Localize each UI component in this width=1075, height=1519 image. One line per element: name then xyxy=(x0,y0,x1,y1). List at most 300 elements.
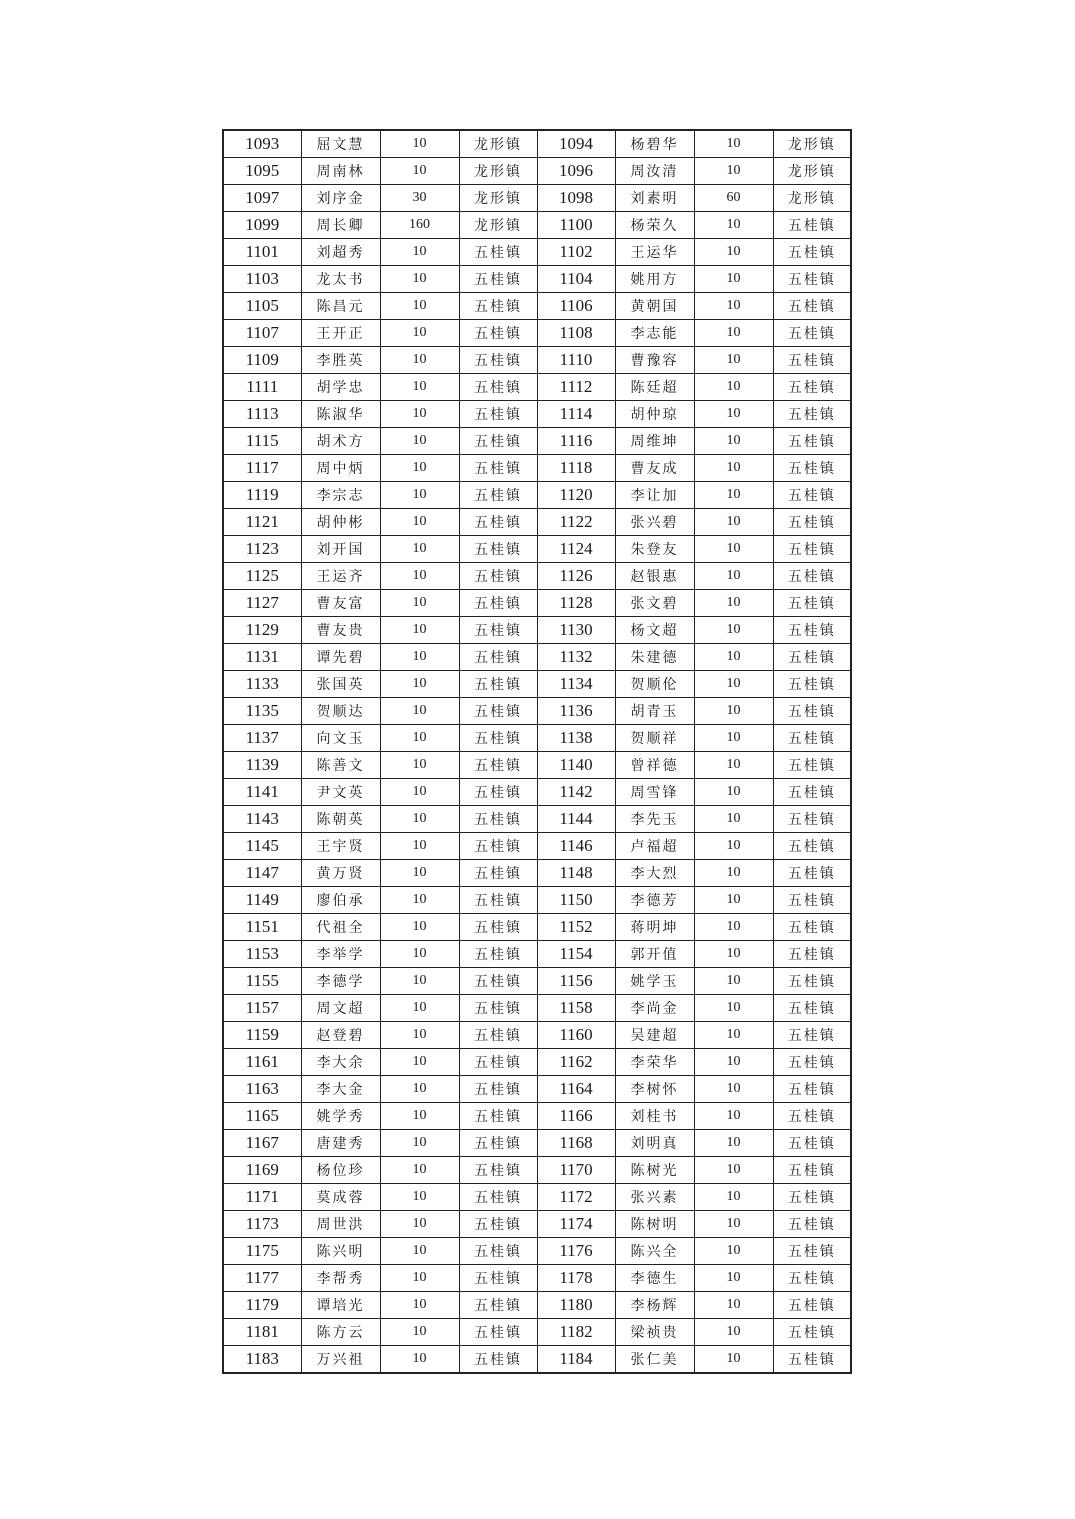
amount-cell: 10 xyxy=(380,1022,459,1049)
person-name-cell: 杨文超 xyxy=(615,617,694,644)
person-name-cell: 胡仲琼 xyxy=(615,401,694,428)
record-id-cell: 1105 xyxy=(223,293,301,320)
record-id-cell: 1140 xyxy=(537,752,615,779)
town-cell: 五桂镇 xyxy=(459,1265,537,1292)
amount-cell: 10 xyxy=(380,428,459,455)
person-name-cell: 张国英 xyxy=(301,671,380,698)
person-name-cell: 向文玉 xyxy=(301,725,380,752)
amount-cell: 10 xyxy=(380,374,459,401)
amount-cell: 10 xyxy=(694,671,773,698)
person-name-cell: 代祖全 xyxy=(301,914,380,941)
table-row xyxy=(223,1049,851,1076)
town-cell: 五桂镇 xyxy=(459,563,537,590)
amount-cell: 10 xyxy=(380,806,459,833)
record-id-cell: 1130 xyxy=(537,617,615,644)
table-row xyxy=(223,1265,851,1292)
town-cell: 五桂镇 xyxy=(773,806,851,833)
town-cell: 五桂镇 xyxy=(773,1211,851,1238)
amount-cell: 10 xyxy=(694,1130,773,1157)
record-id-cell: 1118 xyxy=(537,455,615,482)
person-name-cell: 周文超 xyxy=(301,995,380,1022)
amount-cell: 10 xyxy=(380,130,459,158)
person-name-cell: 唐建秀 xyxy=(301,1130,380,1157)
person-name-cell: 曹豫容 xyxy=(615,347,694,374)
person-name-cell: 胡术方 xyxy=(301,428,380,455)
table-row xyxy=(223,644,851,671)
person-name-cell: 陈方云 xyxy=(301,1319,380,1346)
town-cell: 龙形镇 xyxy=(459,185,537,212)
town-cell: 五桂镇 xyxy=(459,968,537,995)
record-id-cell: 1099 xyxy=(223,212,301,239)
amount-cell: 10 xyxy=(380,509,459,536)
town-cell: 龙形镇 xyxy=(773,185,851,212)
person-name-cell: 胡仲彬 xyxy=(301,509,380,536)
table-row xyxy=(223,320,851,347)
table-row xyxy=(223,698,851,725)
record-id-cell: 1148 xyxy=(537,860,615,887)
record-id-cell: 1098 xyxy=(537,185,615,212)
record-id-cell: 1124 xyxy=(537,536,615,563)
record-id-cell: 1164 xyxy=(537,1076,615,1103)
table-row xyxy=(223,482,851,509)
table-row xyxy=(223,1346,851,1374)
record-id-cell: 1129 xyxy=(223,617,301,644)
record-id-cell: 1127 xyxy=(223,590,301,617)
town-cell: 五桂镇 xyxy=(459,455,537,482)
table-row xyxy=(223,130,851,158)
record-id-cell: 1117 xyxy=(223,455,301,482)
record-id-cell: 1176 xyxy=(537,1238,615,1265)
table-body xyxy=(223,130,851,1373)
table-row xyxy=(223,1076,851,1103)
person-name-cell: 李树怀 xyxy=(615,1076,694,1103)
person-name-cell: 吴建超 xyxy=(615,1022,694,1049)
amount-cell: 10 xyxy=(694,1184,773,1211)
town-cell: 五桂镇 xyxy=(459,320,537,347)
amount-cell: 10 xyxy=(694,563,773,590)
amount-cell: 10 xyxy=(380,1049,459,1076)
person-name-cell: 李举学 xyxy=(301,941,380,968)
person-name-cell: 李先玉 xyxy=(615,806,694,833)
person-name-cell: 周南林 xyxy=(301,158,380,185)
amount-cell: 10 xyxy=(694,1157,773,1184)
table-row xyxy=(223,536,851,563)
table-row xyxy=(223,374,851,401)
table-row xyxy=(223,1238,851,1265)
town-cell: 五桂镇 xyxy=(459,1346,537,1374)
town-cell: 五桂镇 xyxy=(459,833,537,860)
town-cell: 五桂镇 xyxy=(459,887,537,914)
town-cell: 五桂镇 xyxy=(459,995,537,1022)
record-id-cell: 1169 xyxy=(223,1157,301,1184)
town-cell: 五桂镇 xyxy=(459,617,537,644)
amount-cell: 10 xyxy=(380,833,459,860)
table-row xyxy=(223,158,851,185)
record-id-cell: 1153 xyxy=(223,941,301,968)
record-id-cell: 1131 xyxy=(223,644,301,671)
town-cell: 五桂镇 xyxy=(773,1022,851,1049)
person-name-cell: 李德学 xyxy=(301,968,380,995)
person-name-cell: 李帮秀 xyxy=(301,1265,380,1292)
amount-cell: 10 xyxy=(380,1292,459,1319)
amount-cell: 10 xyxy=(380,725,459,752)
amount-cell: 10 xyxy=(380,1346,459,1374)
amount-cell: 10 xyxy=(694,914,773,941)
amount-cell: 10 xyxy=(694,590,773,617)
town-cell: 五桂镇 xyxy=(773,1130,851,1157)
amount-cell: 10 xyxy=(694,833,773,860)
person-name-cell: 姚学玉 xyxy=(615,968,694,995)
town-cell: 五桂镇 xyxy=(459,644,537,671)
amount-cell: 10 xyxy=(694,320,773,347)
record-id-cell: 1120 xyxy=(537,482,615,509)
table-row xyxy=(223,725,851,752)
table-row xyxy=(223,563,851,590)
town-cell: 五桂镇 xyxy=(459,1022,537,1049)
record-id-cell: 1181 xyxy=(223,1319,301,1346)
record-id-cell: 1157 xyxy=(223,995,301,1022)
person-name-cell: 李大金 xyxy=(301,1076,380,1103)
town-cell: 五桂镇 xyxy=(773,401,851,428)
town-cell: 五桂镇 xyxy=(773,833,851,860)
person-name-cell: 刘桂书 xyxy=(615,1103,694,1130)
amount-cell: 10 xyxy=(694,1022,773,1049)
person-name-cell: 杨荣久 xyxy=(615,212,694,239)
amount-cell: 10 xyxy=(694,995,773,1022)
record-id-cell: 1111 xyxy=(223,374,301,401)
amount-cell: 10 xyxy=(380,887,459,914)
town-cell: 五桂镇 xyxy=(773,941,851,968)
town-cell: 五桂镇 xyxy=(459,509,537,536)
person-name-cell: 曹友贵 xyxy=(301,617,380,644)
town-cell: 五桂镇 xyxy=(459,860,537,887)
table-row xyxy=(223,806,851,833)
town-cell: 五桂镇 xyxy=(459,779,537,806)
record-id-cell: 1112 xyxy=(537,374,615,401)
record-id-cell: 1125 xyxy=(223,563,301,590)
amount-cell: 10 xyxy=(694,644,773,671)
record-id-cell: 1154 xyxy=(537,941,615,968)
person-name-cell: 李胜英 xyxy=(301,347,380,374)
record-id-cell: 1171 xyxy=(223,1184,301,1211)
amount-cell: 10 xyxy=(694,806,773,833)
person-name-cell: 廖伯承 xyxy=(301,887,380,914)
record-id-cell: 1115 xyxy=(223,428,301,455)
amount-cell: 10 xyxy=(380,536,459,563)
record-id-cell: 1146 xyxy=(537,833,615,860)
record-id-cell: 1103 xyxy=(223,266,301,293)
record-id-cell: 1184 xyxy=(537,1346,615,1374)
person-name-cell: 刘明真 xyxy=(615,1130,694,1157)
record-id-cell: 1177 xyxy=(223,1265,301,1292)
record-id-cell: 1145 xyxy=(223,833,301,860)
person-name-cell: 李德生 xyxy=(615,1265,694,1292)
town-cell: 龙形镇 xyxy=(773,158,851,185)
amount-cell: 10 xyxy=(380,1076,459,1103)
record-id-cell: 1168 xyxy=(537,1130,615,1157)
amount-cell: 10 xyxy=(694,968,773,995)
table-row xyxy=(223,887,851,914)
record-id-cell: 1116 xyxy=(537,428,615,455)
amount-cell: 10 xyxy=(380,698,459,725)
person-name-cell: 黄朝国 xyxy=(615,293,694,320)
record-id-cell: 1100 xyxy=(537,212,615,239)
town-cell: 五桂镇 xyxy=(773,1292,851,1319)
amount-cell: 10 xyxy=(694,212,773,239)
person-name-cell: 李荣华 xyxy=(615,1049,694,1076)
amount-cell: 10 xyxy=(694,1346,773,1374)
record-id-cell: 1179 xyxy=(223,1292,301,1319)
record-id-cell: 1161 xyxy=(223,1049,301,1076)
record-id-cell: 1156 xyxy=(537,968,615,995)
town-cell: 龙形镇 xyxy=(459,130,537,158)
record-id-cell: 1141 xyxy=(223,779,301,806)
record-id-cell: 1104 xyxy=(537,266,615,293)
town-cell: 五桂镇 xyxy=(459,1211,537,1238)
table-row xyxy=(223,455,851,482)
town-cell: 五桂镇 xyxy=(459,1319,537,1346)
amount-cell: 10 xyxy=(380,1238,459,1265)
record-id-cell: 1183 xyxy=(223,1346,301,1374)
record-id-cell: 1147 xyxy=(223,860,301,887)
record-id-cell: 1167 xyxy=(223,1130,301,1157)
amount-cell: 10 xyxy=(380,860,459,887)
amount-cell: 10 xyxy=(694,617,773,644)
person-name-cell: 胡学忠 xyxy=(301,374,380,401)
amount-cell: 10 xyxy=(380,779,459,806)
record-id-cell: 1173 xyxy=(223,1211,301,1238)
town-cell: 五桂镇 xyxy=(459,266,537,293)
amount-cell: 10 xyxy=(380,941,459,968)
amount-cell: 60 xyxy=(694,185,773,212)
person-name-cell: 李杨辉 xyxy=(615,1292,694,1319)
town-cell: 五桂镇 xyxy=(773,509,851,536)
record-id-cell: 1151 xyxy=(223,914,301,941)
amount-cell: 10 xyxy=(380,1103,459,1130)
record-id-cell: 1174 xyxy=(537,1211,615,1238)
person-name-cell: 张文碧 xyxy=(615,590,694,617)
amount-cell: 10 xyxy=(694,698,773,725)
amount-cell: 10 xyxy=(380,1130,459,1157)
town-cell: 五桂镇 xyxy=(459,374,537,401)
amount-cell: 10 xyxy=(380,455,459,482)
person-name-cell: 陈淑华 xyxy=(301,401,380,428)
town-cell: 五桂镇 xyxy=(773,374,851,401)
person-name-cell: 周中炳 xyxy=(301,455,380,482)
person-name-cell: 张仁美 xyxy=(615,1346,694,1374)
table-row xyxy=(223,860,851,887)
record-id-cell: 1119 xyxy=(223,482,301,509)
record-id-cell: 1122 xyxy=(537,509,615,536)
town-cell: 五桂镇 xyxy=(459,401,537,428)
person-name-cell: 曾祥德 xyxy=(615,752,694,779)
amount-cell: 10 xyxy=(694,374,773,401)
person-name-cell: 陈树明 xyxy=(615,1211,694,1238)
amount-cell: 10 xyxy=(694,455,773,482)
record-id-cell: 1180 xyxy=(537,1292,615,1319)
amount-cell: 10 xyxy=(380,914,459,941)
town-cell: 五桂镇 xyxy=(773,1076,851,1103)
town-cell: 五桂镇 xyxy=(459,1076,537,1103)
person-name-cell: 赵登碧 xyxy=(301,1022,380,1049)
person-name-cell: 曹友成 xyxy=(615,455,694,482)
town-cell: 五桂镇 xyxy=(459,293,537,320)
amount-cell: 10 xyxy=(694,1076,773,1103)
amount-cell: 10 xyxy=(694,887,773,914)
table-row xyxy=(223,1211,851,1238)
table-row xyxy=(223,671,851,698)
town-cell: 五桂镇 xyxy=(773,347,851,374)
record-id-cell: 1175 xyxy=(223,1238,301,1265)
person-name-cell: 莫成蓉 xyxy=(301,1184,380,1211)
amount-cell: 10 xyxy=(694,1049,773,1076)
person-name-cell: 胡青玉 xyxy=(615,698,694,725)
table-row xyxy=(223,914,851,941)
table-row xyxy=(223,293,851,320)
amount-cell: 10 xyxy=(694,1265,773,1292)
amount-cell: 10 xyxy=(380,293,459,320)
person-name-cell: 周长卿 xyxy=(301,212,380,239)
person-name-cell: 陈廷超 xyxy=(615,374,694,401)
amount-cell: 10 xyxy=(380,671,459,698)
amount-cell: 10 xyxy=(380,239,459,266)
town-cell: 五桂镇 xyxy=(773,698,851,725)
person-name-cell: 王运齐 xyxy=(301,563,380,590)
record-id-cell: 1165 xyxy=(223,1103,301,1130)
person-name-cell: 杨位珍 xyxy=(301,1157,380,1184)
person-name-cell: 刘超秀 xyxy=(301,239,380,266)
table-row xyxy=(223,347,851,374)
town-cell: 五桂镇 xyxy=(459,1157,537,1184)
person-name-cell: 李德芳 xyxy=(615,887,694,914)
amount-cell: 10 xyxy=(694,347,773,374)
amount-cell: 10 xyxy=(694,779,773,806)
town-cell: 五桂镇 xyxy=(773,671,851,698)
town-cell: 五桂镇 xyxy=(459,482,537,509)
record-id-cell: 1121 xyxy=(223,509,301,536)
town-cell: 龙形镇 xyxy=(459,158,537,185)
record-id-cell: 1150 xyxy=(537,887,615,914)
town-cell: 五桂镇 xyxy=(773,482,851,509)
person-name-cell: 周世洪 xyxy=(301,1211,380,1238)
person-name-cell: 郭开值 xyxy=(615,941,694,968)
table-row xyxy=(223,266,851,293)
person-name-cell: 赵银惠 xyxy=(615,563,694,590)
table-row xyxy=(223,509,851,536)
person-name-cell: 王宇贤 xyxy=(301,833,380,860)
amount-cell: 10 xyxy=(694,1211,773,1238)
town-cell: 五桂镇 xyxy=(459,536,537,563)
town-cell: 五桂镇 xyxy=(773,1238,851,1265)
amount-cell: 10 xyxy=(694,293,773,320)
amount-cell: 10 xyxy=(380,644,459,671)
town-cell: 五桂镇 xyxy=(773,644,851,671)
person-name-cell: 周汝清 xyxy=(615,158,694,185)
town-cell: 五桂镇 xyxy=(459,671,537,698)
record-id-cell: 1139 xyxy=(223,752,301,779)
town-cell: 五桂镇 xyxy=(459,590,537,617)
amount-cell: 10 xyxy=(694,1103,773,1130)
record-id-cell: 1155 xyxy=(223,968,301,995)
person-name-cell: 李让加 xyxy=(615,482,694,509)
table-row xyxy=(223,968,851,995)
person-name-cell: 朱建德 xyxy=(615,644,694,671)
record-id-cell: 1158 xyxy=(537,995,615,1022)
town-cell: 五桂镇 xyxy=(773,779,851,806)
table-row xyxy=(223,941,851,968)
town-cell: 五桂镇 xyxy=(773,725,851,752)
person-name-cell: 屈文慧 xyxy=(301,130,380,158)
person-name-cell: 张兴素 xyxy=(615,1184,694,1211)
amount-cell: 10 xyxy=(380,1265,459,1292)
town-cell: 五桂镇 xyxy=(459,239,537,266)
record-id-cell: 1134 xyxy=(537,671,615,698)
record-id-cell: 1094 xyxy=(537,130,615,158)
record-id-cell: 1106 xyxy=(537,293,615,320)
amount-cell: 10 xyxy=(380,1319,459,1346)
town-cell: 五桂镇 xyxy=(773,428,851,455)
amount-cell: 10 xyxy=(694,158,773,185)
town-cell: 五桂镇 xyxy=(459,1103,537,1130)
town-cell: 五桂镇 xyxy=(773,590,851,617)
table-row xyxy=(223,401,851,428)
person-name-cell: 杨碧华 xyxy=(615,130,694,158)
person-name-cell: 刘素明 xyxy=(615,185,694,212)
town-cell: 五桂镇 xyxy=(773,1346,851,1374)
person-name-cell: 朱登友 xyxy=(615,536,694,563)
person-name-cell: 龙太书 xyxy=(301,266,380,293)
town-cell: 五桂镇 xyxy=(459,1184,537,1211)
record-id-cell: 1172 xyxy=(537,1184,615,1211)
person-name-cell: 李大余 xyxy=(301,1049,380,1076)
person-name-cell: 尹文英 xyxy=(301,779,380,806)
record-id-cell: 1113 xyxy=(223,401,301,428)
amount-cell: 10 xyxy=(694,725,773,752)
town-cell: 五桂镇 xyxy=(773,536,851,563)
town-cell: 五桂镇 xyxy=(773,860,851,887)
table-row xyxy=(223,239,851,266)
town-cell: 五桂镇 xyxy=(773,563,851,590)
amount-cell: 10 xyxy=(694,401,773,428)
record-id-cell: 1109 xyxy=(223,347,301,374)
person-name-cell: 刘序金 xyxy=(301,185,380,212)
record-id-cell: 1135 xyxy=(223,698,301,725)
town-cell: 五桂镇 xyxy=(459,1238,537,1265)
town-cell: 五桂镇 xyxy=(773,914,851,941)
table-row xyxy=(223,185,851,212)
town-cell: 五桂镇 xyxy=(773,320,851,347)
person-name-cell: 贺顺达 xyxy=(301,698,380,725)
town-cell: 五桂镇 xyxy=(459,752,537,779)
person-name-cell: 李尚金 xyxy=(615,995,694,1022)
person-name-cell: 万兴祖 xyxy=(301,1346,380,1374)
town-cell: 五桂镇 xyxy=(459,914,537,941)
amount-cell: 10 xyxy=(380,1157,459,1184)
amount-cell: 10 xyxy=(380,1211,459,1238)
town-cell: 五桂镇 xyxy=(459,806,537,833)
person-name-cell: 陈兴全 xyxy=(615,1238,694,1265)
town-cell: 五桂镇 xyxy=(459,941,537,968)
amount-cell: 10 xyxy=(380,266,459,293)
record-id-cell: 1160 xyxy=(537,1022,615,1049)
record-id-cell: 1144 xyxy=(537,806,615,833)
town-cell: 五桂镇 xyxy=(773,1184,851,1211)
town-cell: 五桂镇 xyxy=(459,347,537,374)
record-id-cell: 1182 xyxy=(537,1319,615,1346)
record-id-cell: 1096 xyxy=(537,158,615,185)
amount-cell: 10 xyxy=(694,752,773,779)
record-id-cell: 1159 xyxy=(223,1022,301,1049)
